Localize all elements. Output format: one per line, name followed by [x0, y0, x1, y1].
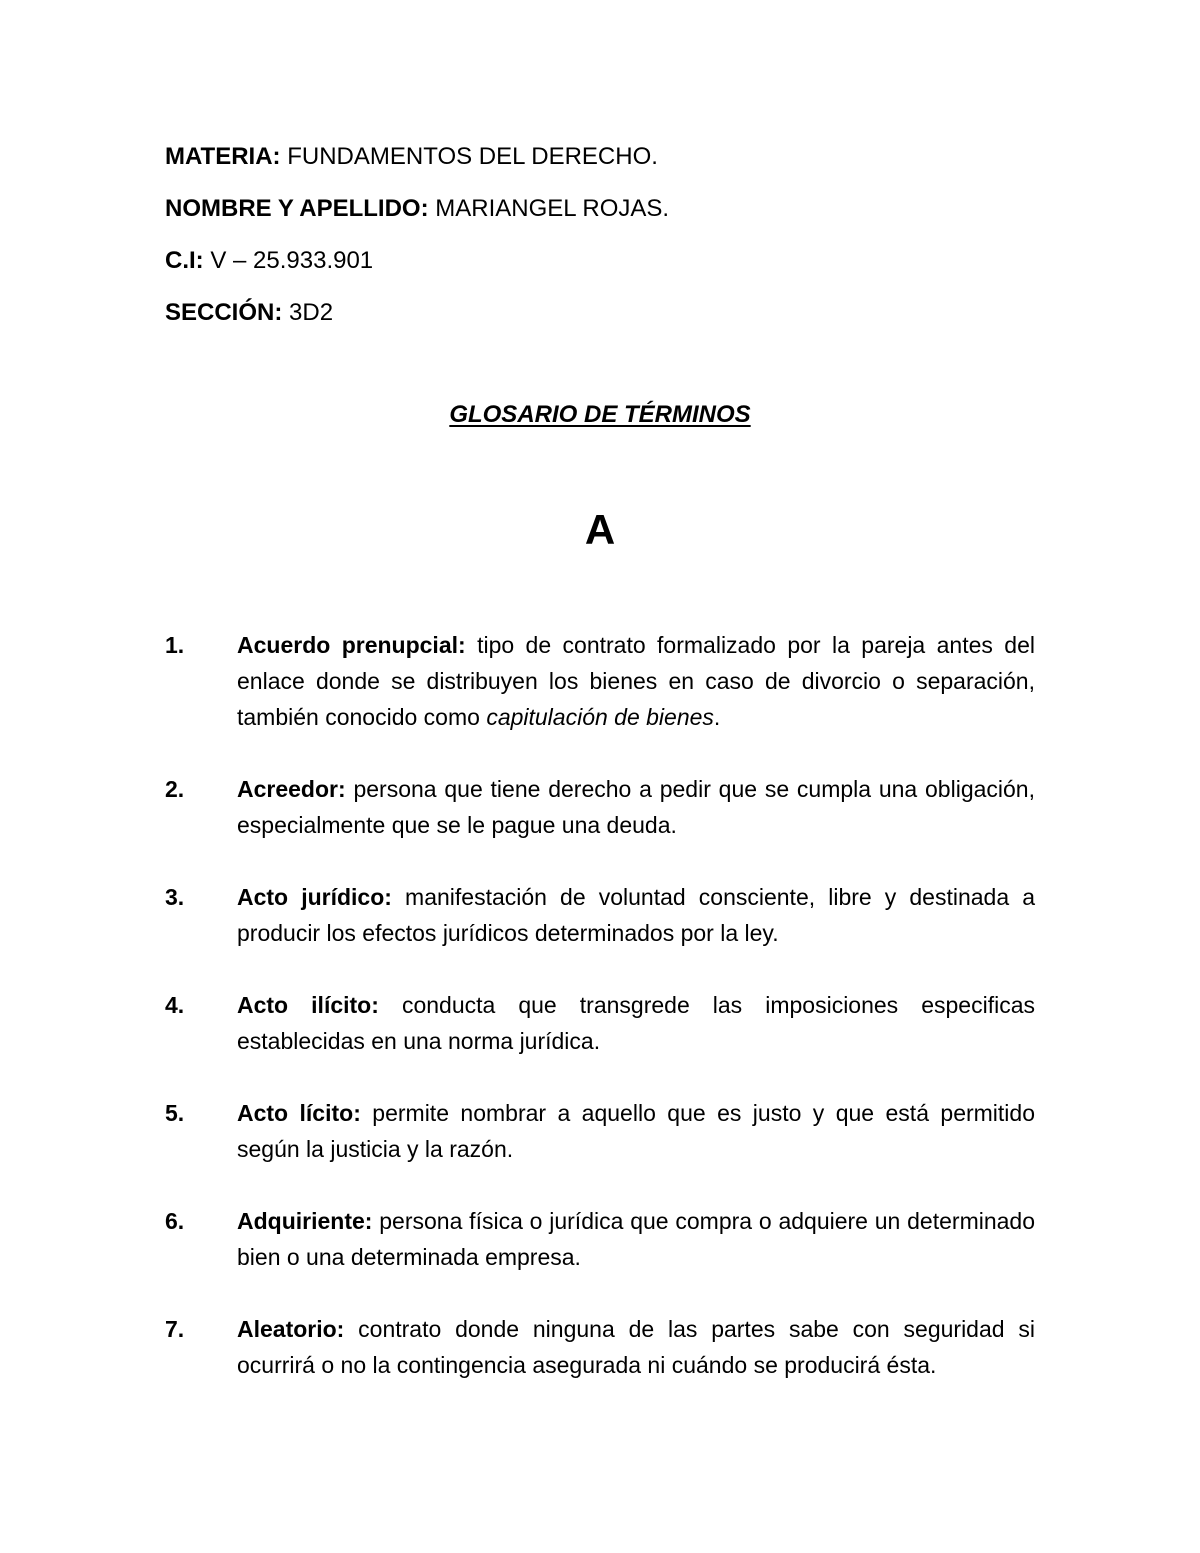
entry-number: 4.: [165, 992, 185, 1018]
entry-definition: persona física o jurídica que compra o adquiere un determinado bien o una determinada empresa.: [237, 1208, 1035, 1270]
nombre-value: MARIANGEL ROJAS.: [435, 195, 670, 222]
entry-number: 3.: [165, 884, 185, 910]
entry-number: 6.: [165, 1208, 185, 1234]
entry-definition-end: .: [713, 704, 721, 730]
seccion-line: [165, 296, 1035, 330]
glossary-entry: [165, 771, 1035, 843]
nombre-line: [165, 192, 1035, 226]
entry-term: Acto ilícito:: [237, 992, 379, 1018]
entry-number: 1.: [165, 632, 185, 658]
entry-definition: manifestación de voluntad consciente, libre y destinada a producir los efectos jurídicos determinados por la ley.: [237, 884, 1036, 946]
entry-term: Acreedor:: [237, 776, 346, 802]
materia-value: FUNDAMENTOS DEL DERECHO.: [287, 143, 658, 170]
glossary-entry: [165, 1203, 1035, 1275]
entry-term: Acuerdo prenupcial:: [237, 632, 466, 658]
nombre-label: NOMBRE Y APELLIDO:: [165, 195, 429, 222]
entry-definition: conducta que transgrede las imposiciones especificas establecidas en una norma jurídica.: [237, 992, 1035, 1054]
entry-definition: tipo de contrato formalizado por la pareja antes del enlace donde se distribuyen los bienes en caso de divorcio o separación, también conocido como: [237, 632, 1035, 730]
ci-label: C.I:: [165, 247, 204, 274]
glossary-entry: [165, 627, 1035, 735]
materia-label: MATERIA:: [165, 143, 281, 170]
glossary-entry: [165, 1095, 1035, 1167]
entry-definition-italic: capitulación de bienes: [486, 704, 714, 730]
student-info-header: [165, 140, 1035, 348]
entry-term: Adquiriente:: [237, 1208, 373, 1234]
entry-definition: contrato donde ninguna de las partes sabe con seguridad si ocurrirá o no la contingencia asegurada ni cuándo se producirá ésta.: [237, 1316, 1035, 1378]
glossary-entry: [165, 879, 1035, 951]
glossary-entry: [165, 1311, 1035, 1383]
glossary-entry: [165, 987, 1035, 1059]
section-letter: A: [584, 506, 616, 553]
entry-definition: permite nombrar a aquello que es justo y que está permitido según la justicia y la razón.: [237, 1100, 1035, 1162]
entry-number: 2.: [165, 776, 185, 802]
entry-definition: persona que tiene derecho a pedir que se cumpla una obligación, especialmente que se le pague una deuda.: [237, 776, 1035, 838]
entry-term: Acto lícito:: [237, 1100, 361, 1126]
entry-term: Acto jurídico:: [237, 884, 392, 910]
ci-value: V – 25.933.901: [210, 247, 374, 274]
seccion-value: 3D2: [289, 299, 334, 326]
materia-line: [165, 140, 1035, 174]
entry-term: Aleatorio:: [237, 1316, 345, 1342]
entry-number: 5.: [165, 1100, 185, 1126]
entry-number: 7.: [165, 1316, 185, 1342]
glossary-list: [165, 627, 1035, 1419]
seccion-label: SECCIÓN:: [165, 299, 283, 326]
ci-line: [165, 244, 1035, 278]
glossary-title: GLOSARIO DE TÉRMINOS: [449, 401, 751, 428]
